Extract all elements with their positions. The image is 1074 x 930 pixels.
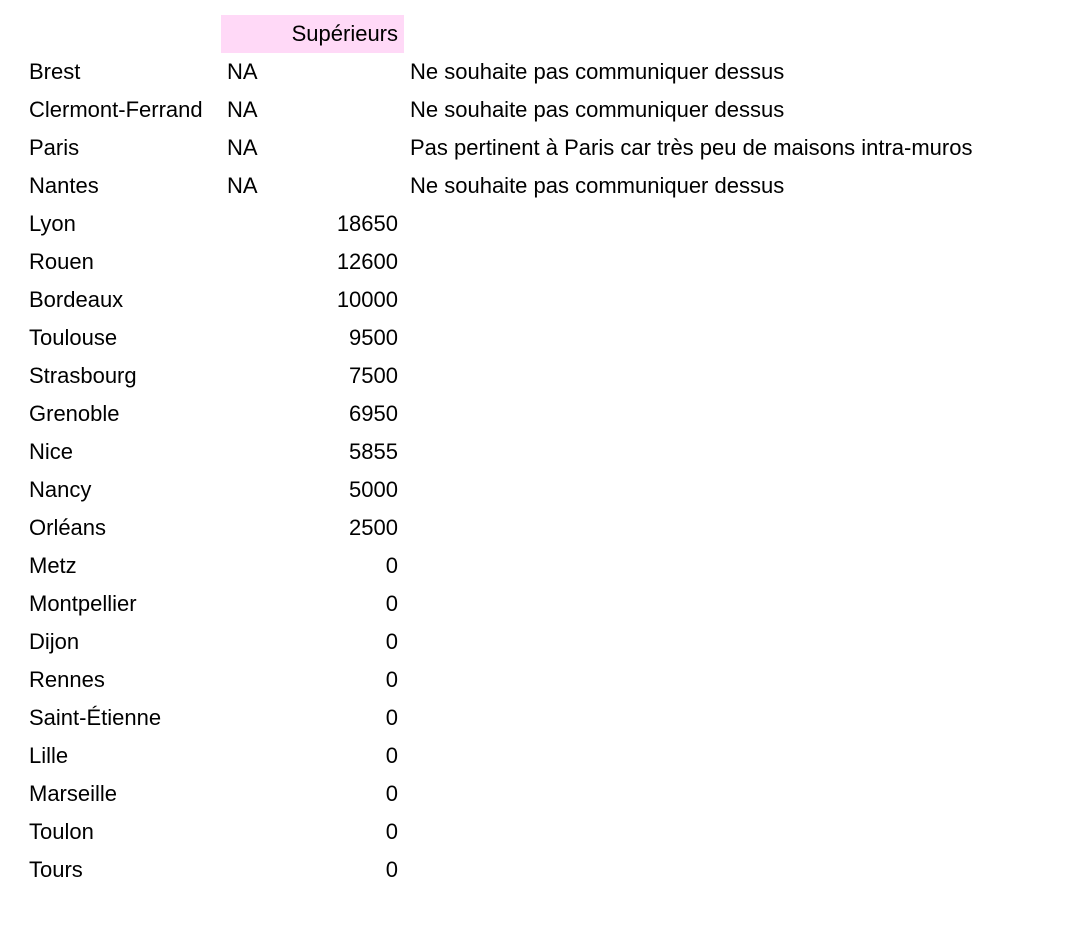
value-cell[interactable]: 5000 — [349, 477, 398, 502]
note-cell[interactable] — [404, 661, 1064, 699]
header-cell-superieurs[interactable]: Supérieurs — [221, 15, 404, 53]
value-cell[interactable]: NA — [227, 97, 258, 122]
value-cell[interactable]: 0 — [385, 781, 398, 806]
value-cell[interactable]: 0 — [385, 857, 398, 882]
value-cell[interactable]: 0 — [385, 819, 398, 844]
header-cell-city[interactable] — [23, 15, 221, 53]
note-cell[interactable] — [404, 205, 1064, 243]
city-cell[interactable]: Strasbourg — [29, 363, 137, 388]
note-cell[interactable]: Ne souhaite pas communiquer dessus — [410, 59, 785, 84]
note-cell[interactable] — [404, 623, 1064, 661]
value-cell[interactable]: 10000 — [336, 287, 398, 312]
value-cell[interactable]: NA — [227, 173, 258, 198]
table-row — [23, 433, 1064, 471]
table-row — [23, 319, 1064, 357]
table-row — [23, 357, 1064, 395]
header-row — [23, 15, 1064, 53]
value-cell[interactable]: 0 — [385, 743, 398, 768]
table-body — [23, 15, 1064, 889]
note-cell[interactable] — [404, 509, 1064, 547]
header-cell-note[interactable] — [404, 15, 1064, 53]
note-cell[interactable] — [404, 243, 1064, 281]
data-table — [23, 15, 1064, 889]
note-cell[interactable] — [404, 737, 1064, 775]
city-cell[interactable]: Toulouse — [29, 325, 118, 350]
note-cell[interactable] — [404, 547, 1064, 585]
value-cell[interactable]: 0 — [385, 705, 398, 730]
table-row — [23, 623, 1064, 661]
note-cell[interactable] — [404, 433, 1064, 471]
table-row — [23, 851, 1064, 889]
city-cell[interactable]: Dijon — [29, 629, 80, 654]
table-row — [23, 813, 1064, 851]
city-cell[interactable]: Rouen — [29, 249, 94, 274]
value-cell[interactable]: 18650 — [336, 211, 398, 236]
value-cell[interactable]: 0 — [385, 591, 398, 616]
note-cell[interactable] — [404, 395, 1064, 433]
city-cell[interactable]: Orléans — [29, 515, 107, 540]
note-cell[interactable] — [404, 471, 1064, 509]
table-row — [23, 167, 1064, 205]
table-row — [23, 585, 1064, 623]
city-cell[interactable]: Bordeaux — [29, 287, 124, 312]
note-cell[interactable] — [404, 585, 1064, 623]
note-cell[interactable]: Pas pertinent à Paris car très peu de maisons intra-muros — [410, 135, 973, 160]
value-cell[interactable]: 12600 — [336, 249, 398, 274]
note-cell[interactable] — [404, 319, 1064, 357]
table-row — [23, 737, 1064, 775]
value-cell[interactable]: 2500 — [349, 515, 398, 540]
table-row — [23, 205, 1064, 243]
city-cell[interactable]: Lyon — [29, 211, 76, 236]
value-cell[interactable]: NA — [227, 59, 258, 84]
value-cell[interactable]: 0 — [385, 629, 398, 654]
city-cell[interactable]: Tours — [29, 857, 83, 882]
city-cell[interactable]: Saint-Étienne — [29, 705, 162, 730]
value-cell[interactable]: 0 — [385, 553, 398, 578]
table-row — [23, 395, 1064, 433]
city-cell[interactable]: Clermont-Ferrand — [29, 97, 203, 122]
table-row — [23, 775, 1064, 813]
table-row — [23, 547, 1064, 585]
value-cell[interactable]: 0 — [385, 667, 398, 692]
note-cell[interactable] — [404, 357, 1064, 395]
table-row — [23, 471, 1064, 509]
value-cell[interactable]: 5855 — [349, 439, 398, 464]
table-row — [23, 699, 1064, 737]
note-cell[interactable]: Ne souhaite pas communiquer dessus — [410, 97, 785, 122]
note-cell[interactable] — [404, 851, 1064, 889]
note-cell[interactable]: Ne souhaite pas communiquer dessus — [410, 173, 785, 198]
city-cell[interactable]: Marseille — [29, 781, 118, 806]
value-cell[interactable]: 9500 — [349, 325, 398, 350]
spreadsheet-grid — [23, 15, 1064, 889]
value-cell[interactable]: 7500 — [349, 363, 398, 388]
note-cell[interactable] — [404, 281, 1064, 319]
city-cell[interactable]: Brest — [29, 59, 81, 84]
table-row — [23, 129, 1064, 167]
city-cell[interactable]: Nancy — [29, 477, 92, 502]
table-row — [23, 509, 1064, 547]
city-cell[interactable]: Grenoble — [29, 401, 120, 426]
city-cell[interactable]: Lille — [29, 743, 69, 768]
table-row — [23, 281, 1064, 319]
table-row — [23, 91, 1064, 129]
city-cell[interactable]: Montpellier — [29, 591, 137, 616]
note-cell[interactable] — [404, 775, 1064, 813]
note-cell[interactable] — [404, 699, 1064, 737]
table-row — [23, 661, 1064, 699]
value-cell[interactable]: 6950 — [349, 401, 398, 426]
city-cell[interactable]: Paris — [29, 135, 80, 160]
value-cell[interactable]: NA — [227, 135, 258, 160]
note-cell[interactable] — [404, 813, 1064, 851]
city-cell[interactable]: Nantes — [29, 173, 99, 198]
table-row — [23, 53, 1064, 91]
table-row — [23, 243, 1064, 281]
city-cell[interactable]: Rennes — [29, 667, 105, 692]
city-cell[interactable]: Metz — [29, 553, 77, 578]
city-cell[interactable]: Nice — [29, 439, 74, 464]
city-cell[interactable]: Toulon — [29, 819, 94, 844]
